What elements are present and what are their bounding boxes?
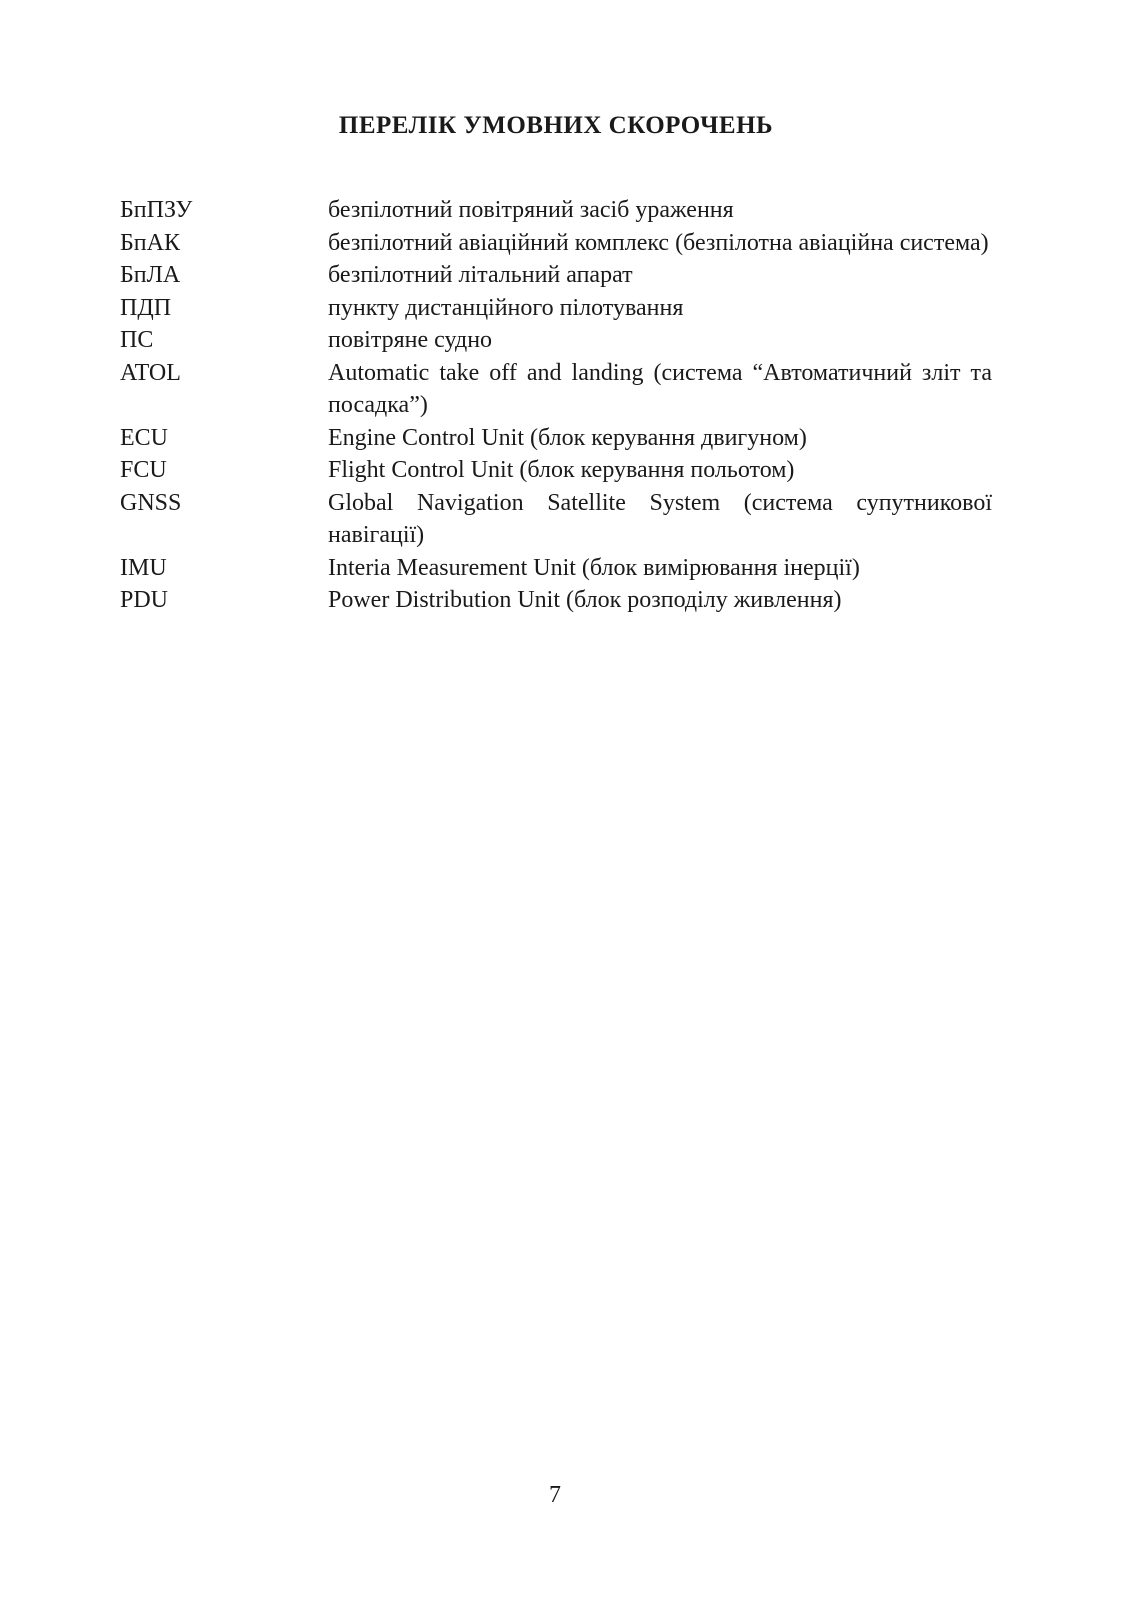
abbreviation-term: FCU: [120, 457, 167, 483]
abbreviation-entry: [120, 259, 992, 292]
abbreviation-definition: Power Distribution Unit (блок розподілу живлення): [328, 587, 842, 613]
abbreviation-definition: безпілотний повітряний засіб ураження: [328, 197, 734, 223]
abbreviation-term: PDU: [120, 587, 169, 613]
abbreviation-definition: Flight Control Unit (блок керування польотом): [328, 457, 795, 483]
abbreviation-entry: [120, 487, 992, 552]
page-title: ПЕРЕЛІК УМОВНИХ СКОРОЧЕНЬ: [338, 112, 774, 139]
abbreviation-definition: повітряне судно: [328, 327, 493, 353]
abbreviation-term: IMU: [120, 554, 167, 581]
abbreviation-entry: [120, 324, 992, 357]
page-number: 7: [549, 1482, 561, 1508]
abbreviation-definition: Interia Measurement Unit (блок вимірювання інерції): [328, 554, 860, 581]
abbreviation-entry: [120, 292, 992, 325]
abbreviation-entry: [120, 227, 992, 260]
abbreviation-entry: [120, 454, 992, 487]
abbreviation-term: БпПЗУ: [120, 197, 193, 223]
abbreviation-term: ПДП: [120, 294, 172, 321]
abbreviation-definition: Engine Control Unit (блок керування двигуном): [328, 424, 807, 451]
abbreviation-term: ПС: [120, 327, 154, 353]
page-content: [120, 112, 992, 617]
abbreviation-definition: пункту дистанційного пілотування: [328, 294, 684, 321]
abbreviation-definition: Global Navigation Satellite System (система супутникової навігації): [328, 489, 992, 548]
abbreviation-entry: [120, 584, 992, 617]
abbreviation-term: GNSS: [120, 489, 182, 516]
abbreviation-entry: [120, 194, 992, 227]
abbreviation-definition: безпілотний літальний апарат: [328, 262, 633, 288]
abbreviation-entry: [120, 357, 992, 422]
abbreviation-list: [120, 194, 992, 617]
abbreviation-definition: Automatic take off and landing (система “Автоматичний зліт та посадка”): [328, 359, 992, 418]
abbreviation-term: ECU: [120, 424, 168, 451]
abbreviation-entry: [120, 422, 992, 455]
abbreviation-entry: [120, 552, 992, 585]
abbreviation-definition: безпілотний авіаційний комплекс (безпілотна авіаційна система): [328, 229, 989, 256]
abbreviation-term: БпЛА: [120, 262, 181, 288]
abbreviation-term: БпАК: [120, 229, 180, 256]
abbreviation-term: ATOL: [120, 359, 181, 386]
